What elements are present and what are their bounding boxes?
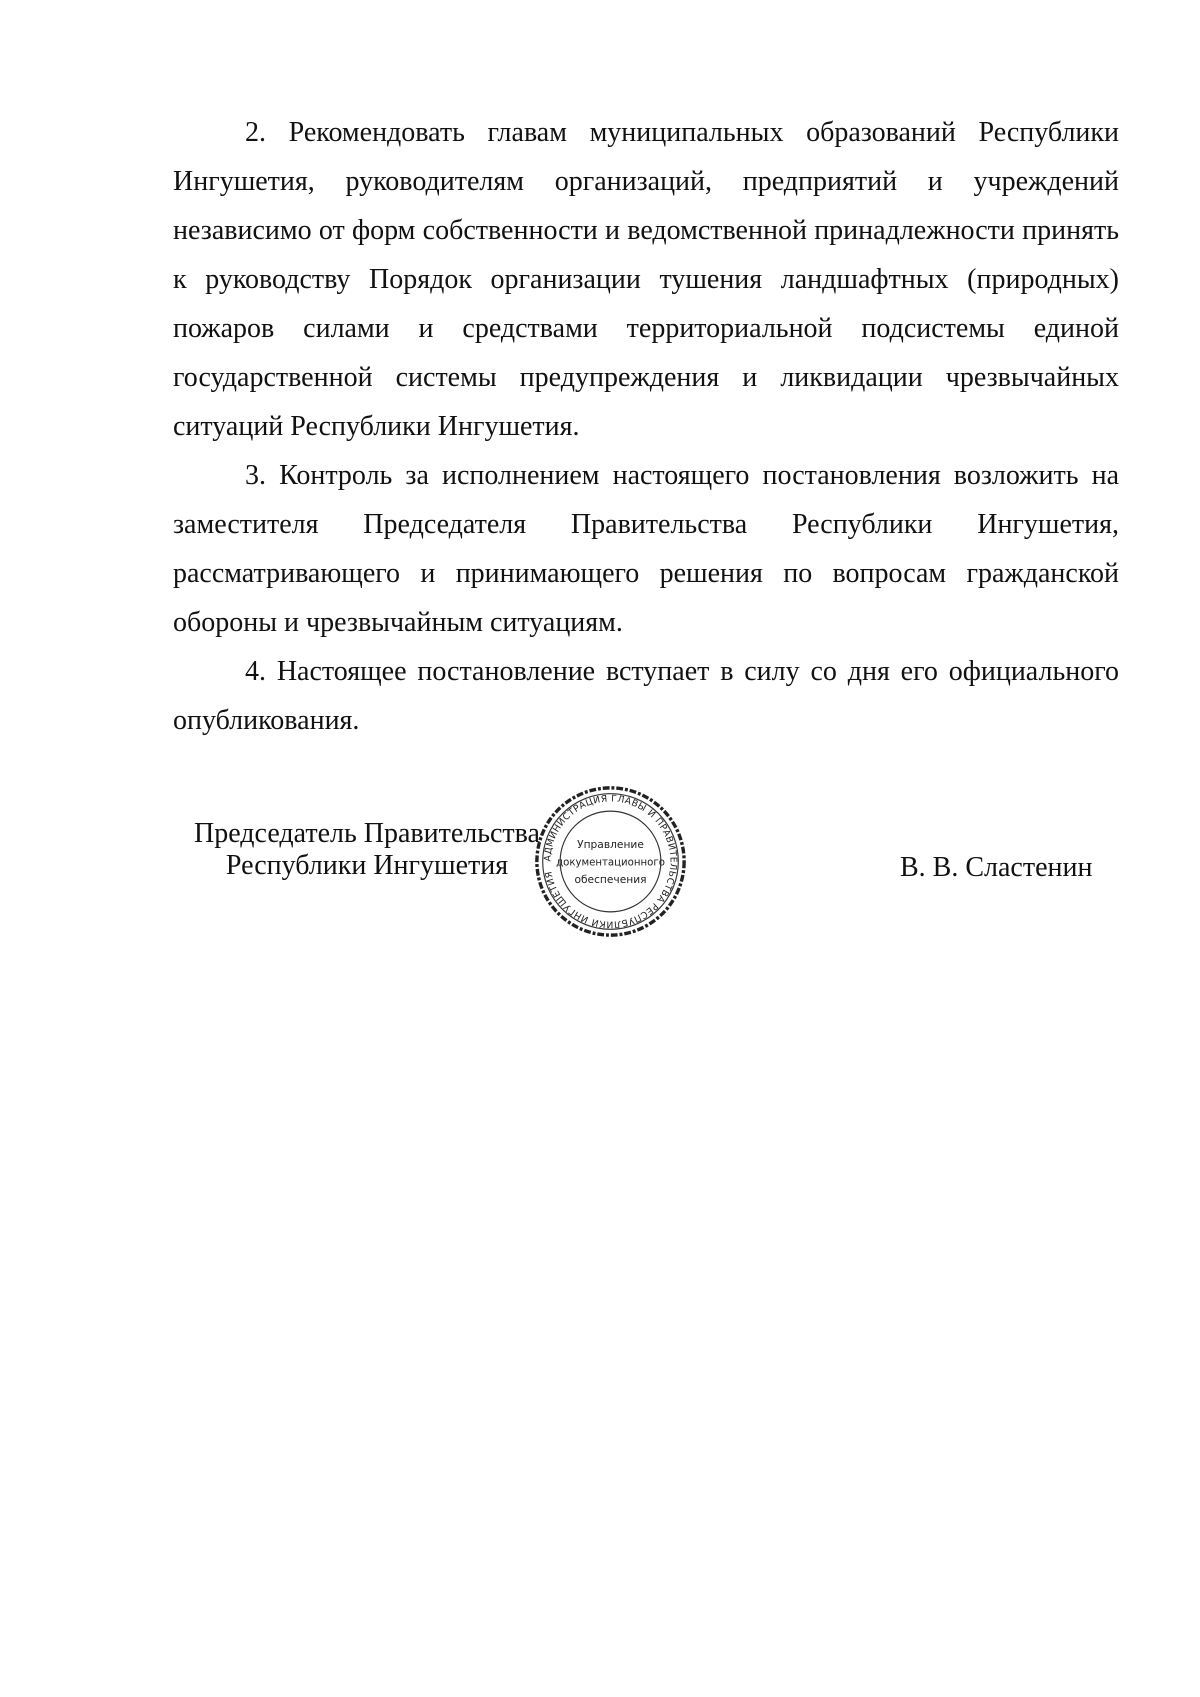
official-stamp-seal [533,784,688,939]
stamp-center-line3: обеспечения [574,872,647,886]
signatory-name: В. В. Сластенин [900,852,1093,883]
signatory-position [187,818,547,882]
stamp-center-line1: Управление [577,837,644,851]
signatory-position-line2: Республики Ингушетия [225,850,509,881]
document-body [173,108,1119,745]
paragraph-3: 3. Контроль за исполнением настоящего постановления возложить на заместителя Председателя Правительства Республики Ингушетия, рассматривающего и принимающего решения по вопросам гражданской обороны и чрезвычайным ситуациям. [173,460,1119,638]
paragraph-2: 2. Рекомендовать главам муниципальных образований Республики Ингушетия, руководителям организаций, предприятий и учреждений независимо от форм собственности и ведомственной принадлежности принять к руководству Порядок организации тушения ландшафтных (природных) пожаров силами и средствами территориальной подсистемы единой государственной системы предупреждения и ликвидации чрезвычайных ситуаций Республики Ингушетия. [173,117,1119,442]
stamp-ring-text: АДМИНИСТРАЦИЯ ГЛАВЫ И ПРАВИТЕЛЬСТВА РЕСПУБЛИКИ ИНГУШЕТИЯ [542,793,679,930]
paragraph-4: 4. Настоящее постановление вступает в силу со дня его официального опубликования. [173,656,1119,736]
stamp-center-line2: документационного [556,857,665,869]
official-stamp [533,784,688,939]
signatory-position-line1: Председатель Правительства [194,818,540,849]
